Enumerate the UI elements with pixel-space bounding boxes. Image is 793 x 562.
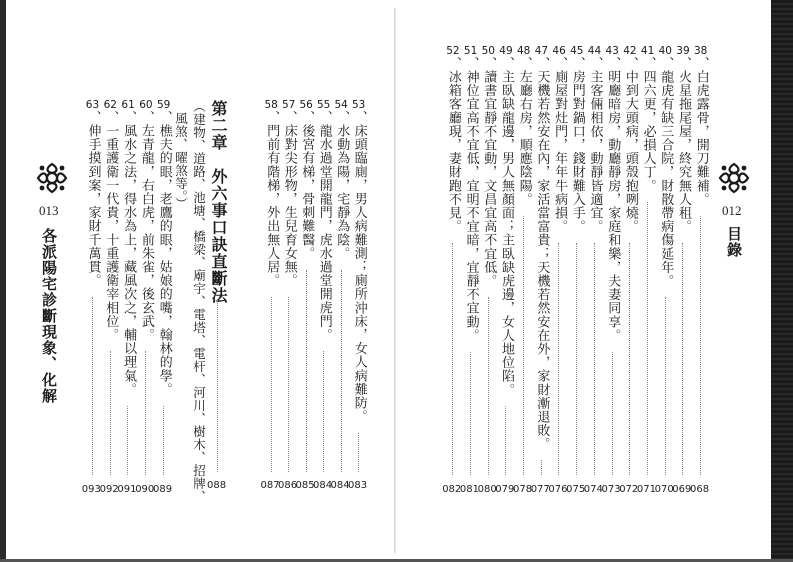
toc-entry-text: 、水動為陽，宅靜為陰。 [334, 110, 350, 261]
dot-leader [306, 270, 307, 472]
dot-leader [110, 351, 111, 475]
toc-entry-number: 42 [623, 45, 637, 57]
toc-entry-text: 、一重護衛一代貴，十重護衛宰相位。 [103, 110, 119, 342]
toc-entry [588, 46, 602, 233]
toc-entry-number: 57 [282, 99, 296, 111]
running-head-right: 目錄 [725, 226, 743, 258]
page-ref: 085 [295, 480, 315, 491]
toc-entry [352, 100, 366, 423]
toc-entry-number: 39 [676, 45, 690, 57]
toc-entry [499, 46, 513, 397]
dot-leader [629, 243, 630, 475]
page-ref: 086 [278, 480, 298, 491]
toc-entry [282, 100, 296, 287]
page-ref: 076 [548, 484, 568, 495]
page-ref: 068 [690, 484, 710, 495]
toc-entry-text: 、白虎露骨，開刀難補。 [693, 56, 709, 207]
toc-entry-text: 、主臥缺龍邊，男人無顏面；主臥缺虎邊，女人地位陷。 [498, 56, 514, 397]
page-ref: 069 [672, 484, 692, 495]
toc-entry-text: 、床對尖形物，生兒育女無。 [281, 110, 297, 288]
toc-entry-text: 、火星拖尾屋，終究無人租。 [675, 56, 691, 234]
page-ref: 083 [348, 480, 368, 491]
page-ref: 090 [135, 484, 155, 495]
chapter-subtitle-line2: 風煞、曜煞等。） [173, 112, 189, 210]
page-ref: 089 [153, 484, 173, 495]
toc-entry-text: 、中到大頭病，頭殼抱咧燒。 [622, 56, 638, 234]
page-ref: 075 [566, 484, 586, 495]
dot-leader [488, 297, 489, 475]
toc-entry-number: 47 [534, 45, 549, 57]
dot-leader [288, 297, 289, 472]
page-ref: 079 [495, 484, 515, 495]
page-ref: 092 [99, 484, 119, 495]
toc-entry-number: 60 [139, 99, 153, 111]
toc-entry-number: 58 [264, 99, 278, 111]
toc-entry-text: 、門前有階梯，外出無人居。 [264, 110, 280, 288]
toc-entry [606, 46, 620, 342]
toc-entry [641, 46, 655, 193]
toc-entry-text: 、冰箱客廳現，妻財跑不見。 [445, 56, 461, 234]
toc-entry-number: 54 [334, 99, 348, 111]
scan-edge-right [771, 0, 793, 562]
dot-leader [505, 406, 506, 475]
page-ref: 082 [442, 484, 462, 495]
toc-entry-number: 45 [570, 45, 584, 57]
page-ref: 073 [601, 484, 621, 495]
toc-entry-text: 、明廳暗房，動廳靜房，家庭和樂，夫妻同享。 [605, 56, 621, 343]
toc-entry [265, 100, 279, 287]
ornament-icon [716, 160, 752, 196]
dot-leader [163, 406, 164, 475]
dot-leader [127, 406, 128, 475]
toc-entry-text: 、伸手摸到案，家財千萬貫。 [85, 110, 101, 288]
toc-entry [517, 46, 531, 206]
toc-entry [121, 100, 135, 396]
toc-entry-text: 、風水之法，得水為上，藏風次之，輔以理氣。 [121, 110, 137, 397]
toc-entry-text: 、廁屋對灶門，年年牛病損。 [552, 56, 568, 234]
page-ref: 081 [459, 484, 479, 495]
dot-leader [523, 216, 524, 475]
dot-leader [700, 216, 701, 475]
dot-leader [541, 460, 542, 475]
toc-entry-text: 、主客倆相依，動靜皆適宜。 [587, 56, 603, 234]
dot-leader [452, 243, 453, 475]
scan-edge-left [0, 0, 6, 562]
toc-entry-text: 、龍水過堂開龍門，虎水過堂開虎門。 [316, 110, 332, 342]
page-ref: 078 [513, 484, 533, 495]
book-gutter [394, 8, 396, 553]
dot-leader [358, 433, 359, 472]
dot-leader [594, 243, 595, 475]
page-ref: 087 [260, 480, 280, 491]
toc-entry [676, 46, 690, 233]
chapter-subtitle-line1: （建物、道路、池塘、橋梁、廟宇、電塔、電杆、河川、樹木、招牌、 [191, 100, 207, 503]
dot-leader [145, 351, 146, 475]
dot-leader [470, 352, 471, 475]
toc-entry-number: 62 [103, 99, 117, 111]
toc-entry-number: 50 [481, 45, 495, 57]
toc-entry-number: 63 [85, 99, 100, 111]
dot-leader [217, 300, 218, 472]
toc-entry-text: 、後宮有梯，骨刺難醫。 [299, 110, 315, 261]
toc-entry-number: 41 [640, 45, 655, 57]
toc-entry-number: 46 [552, 45, 566, 57]
page-ref: 080 [477, 484, 497, 495]
toc-entry [623, 46, 637, 233]
toc-entry [86, 100, 100, 287]
dot-leader [612, 352, 613, 475]
page-ref: 072 [619, 484, 639, 495]
page-ref: 088 [207, 480, 227, 491]
toc-entry [694, 46, 708, 206]
toc-entry-text: 、床頭臨廁，男人病難測；廁所沖床，女人病難防。 [351, 110, 367, 424]
page-number-right: 012 [722, 203, 742, 218]
toc-entry-number: 55 [317, 99, 331, 111]
toc-entry [157, 100, 171, 396]
toc-entry-number: 59 [157, 99, 171, 111]
dot-leader [665, 297, 666, 475]
page-number-left: 013 [39, 203, 59, 218]
running-head-left: 各派陽宅診斷現象、化解 [40, 228, 58, 404]
toc-entry-text: 、樵夫的眼，老鷹的眼，姑娘的嘴，翰林的學。 [156, 110, 172, 397]
page-ref: 084 [313, 480, 333, 491]
page-ref: 074 [583, 484, 603, 495]
dot-leader [576, 243, 577, 475]
toc-entry-number: 53 [352, 99, 366, 111]
toc-entry [335, 100, 349, 260]
toc-entry-text: 、左青龍，右白虎，前朱雀，後玄武。 [138, 110, 154, 342]
toc-entry [570, 46, 584, 233]
toc-entry-number: 56 [299, 99, 313, 111]
toc-entry [104, 100, 118, 342]
toc-entry-number: 44 [587, 45, 602, 57]
toc-entry-text: 、龍虎有缺三合院，財散帶病傷延年。 [658, 56, 674, 288]
toc-entry-text: 、天機若然安在內，家活當富貴；天機若然安在外，家財漸退敗。 [534, 56, 550, 451]
toc-entry-number: 38 [694, 45, 708, 57]
toc-entry [464, 46, 478, 342]
toc-entry [535, 46, 549, 451]
dot-leader [558, 243, 559, 475]
toc-entry [300, 100, 314, 260]
toc-entry-text: 、左廳右房，順應陰陽。 [516, 56, 532, 207]
dot-leader [341, 270, 342, 472]
toc-entry-text: 、房門對鍋口，錢財難入手。 [569, 56, 585, 234]
toc-entry [482, 46, 496, 288]
toc-entry [659, 46, 673, 288]
toc-entry [317, 100, 331, 342]
toc-entry-number: 49 [499, 45, 513, 57]
toc-entry-number: 52 [446, 45, 460, 57]
dot-leader [647, 202, 648, 475]
page-ref: 071 [636, 484, 656, 495]
toc-entry-number: 48 [517, 45, 531, 57]
toc-entry-number: 51 [463, 45, 478, 57]
dot-leader [323, 351, 324, 472]
toc-entry-number: 43 [605, 45, 619, 57]
ornament-icon [34, 160, 70, 196]
page-ref: 070 [654, 484, 674, 495]
toc-entry-number: 61 [121, 99, 135, 111]
page-ref: 077 [530, 484, 550, 495]
page-ref: 093 [81, 484, 101, 495]
toc-entry [552, 46, 566, 233]
dot-leader [92, 297, 93, 475]
toc-entry-text: 、神位宜高不宜低，宜明不宜暗，宜靜不宜動。 [463, 56, 479, 343]
toc-entry-number: 40 [658, 45, 672, 57]
chapter-title: 第二章 外六事口訣直斷法 [209, 100, 228, 304]
page-ref: 084 [330, 480, 350, 491]
toc-entry [446, 46, 460, 233]
page-ref: 091 [117, 484, 137, 495]
toc-entry [139, 100, 153, 342]
dot-leader [682, 243, 683, 475]
toc-entry-text: 、讀書宜靜不宜動，文昌宜高不宜低。 [481, 56, 497, 288]
dot-leader [271, 297, 272, 472]
toc-entry-text: 、四六更，必損人丁。 [640, 56, 656, 193]
